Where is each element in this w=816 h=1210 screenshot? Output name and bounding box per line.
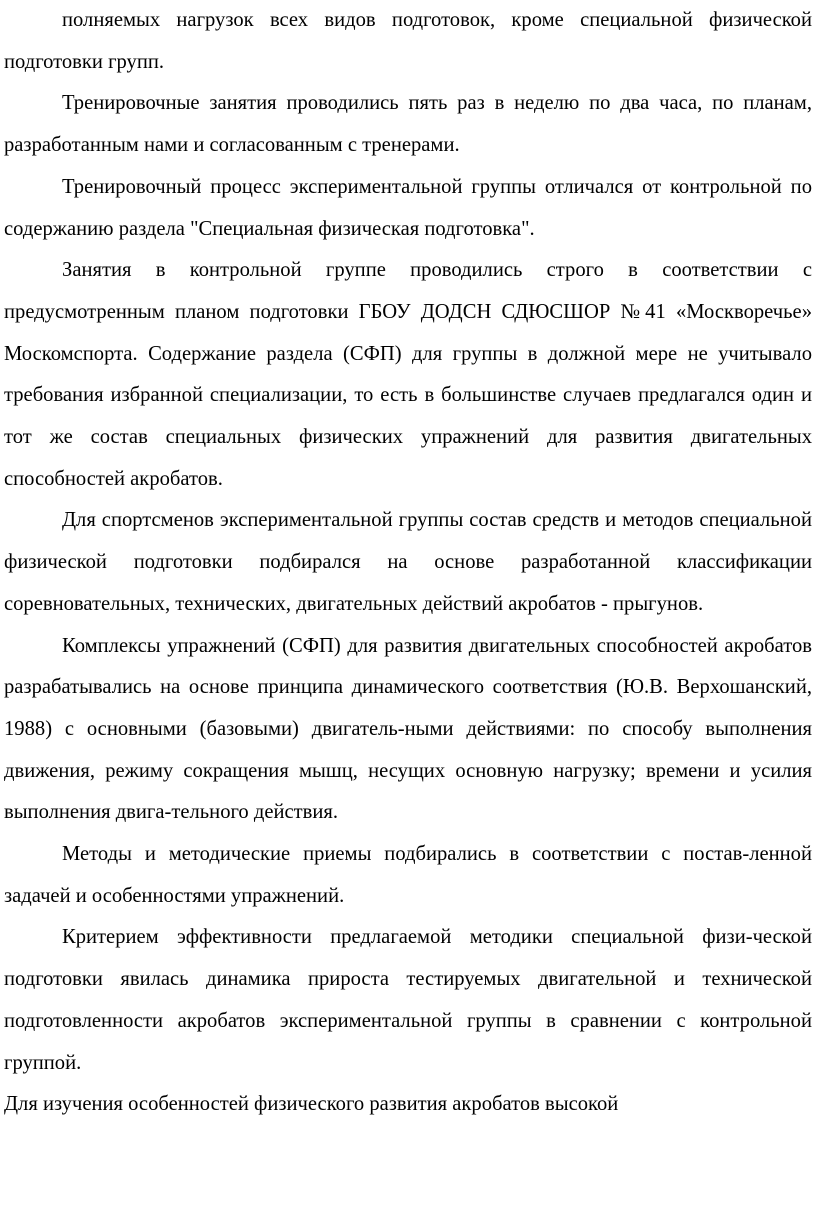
paragraph-exercise-complexes: Комплексы упражнений (СФП) для развития двигательных способностей акробатов разрабатывались на основе принципа динамического соответствия (Ю.В. Верхошанский, 1988) с основными (базовыми) двигатель-ными действиями: по способу выполнения движения, режиму сокращения мышц, несущих основную нагрузку; времени и усилия выполнения двига-тельного действия. — [4, 634, 812, 824]
paragraph-experimental-group: Для спортсменов экспериментальной группы состав средств и методов специальной физической подготовки подбирался на основе разработанной классификации соревновательных, технических, двигательных действий акробатов - прыгунов. — [4, 509, 812, 615]
paragraph-training-schedule: Тренировочные занятия проводились пять раз в неделю по два часа, по планам, разработанным нами и согласованным с тренерами. — [4, 92, 812, 157]
paragraph-methods: Методы и методические приемы подбирались в соответствии с постав-ленной задачей и особенностями упражнений. — [4, 843, 812, 907]
paragraph-continuation: полняемых нагрузок всех видов подготовок, кроме специальной физической подготовки групп. — [4, 9, 812, 73]
paragraph-physical-development: Для изучения особенностей физического развития акробатов высокой — [4, 1093, 619, 1116]
paragraph-experimental-difference: Тренировочный процесс экспериментальной группы отличался от контрольной по содержанию раздела "Специальная физическая подготовка". — [4, 175, 812, 240]
paragraph-control-group: Занятия в контрольной группе проводились строго в соответствии с предусмотренным планом подготовки ГБОУ ДОДСН СДЮСШОР №41 «Москворечье» Москомспорта. Содержание раздела (СФП) для группы в должной мере не учитывало требования избранной специализации, то есть в большинстве случаев предлагался один и тот же состав специальных физических упражнений для развития двигательных способностей акробатов. — [4, 259, 812, 490]
paragraph-efficiency-criterion: Критерием эффективности предлагаемой методики специальной физи-ческой подготовки явилась динамика прироста тестируемых двигательной и технической подготовленности акробатов экспериментальной группы в сравнении с контрольной группой. — [4, 926, 812, 1074]
